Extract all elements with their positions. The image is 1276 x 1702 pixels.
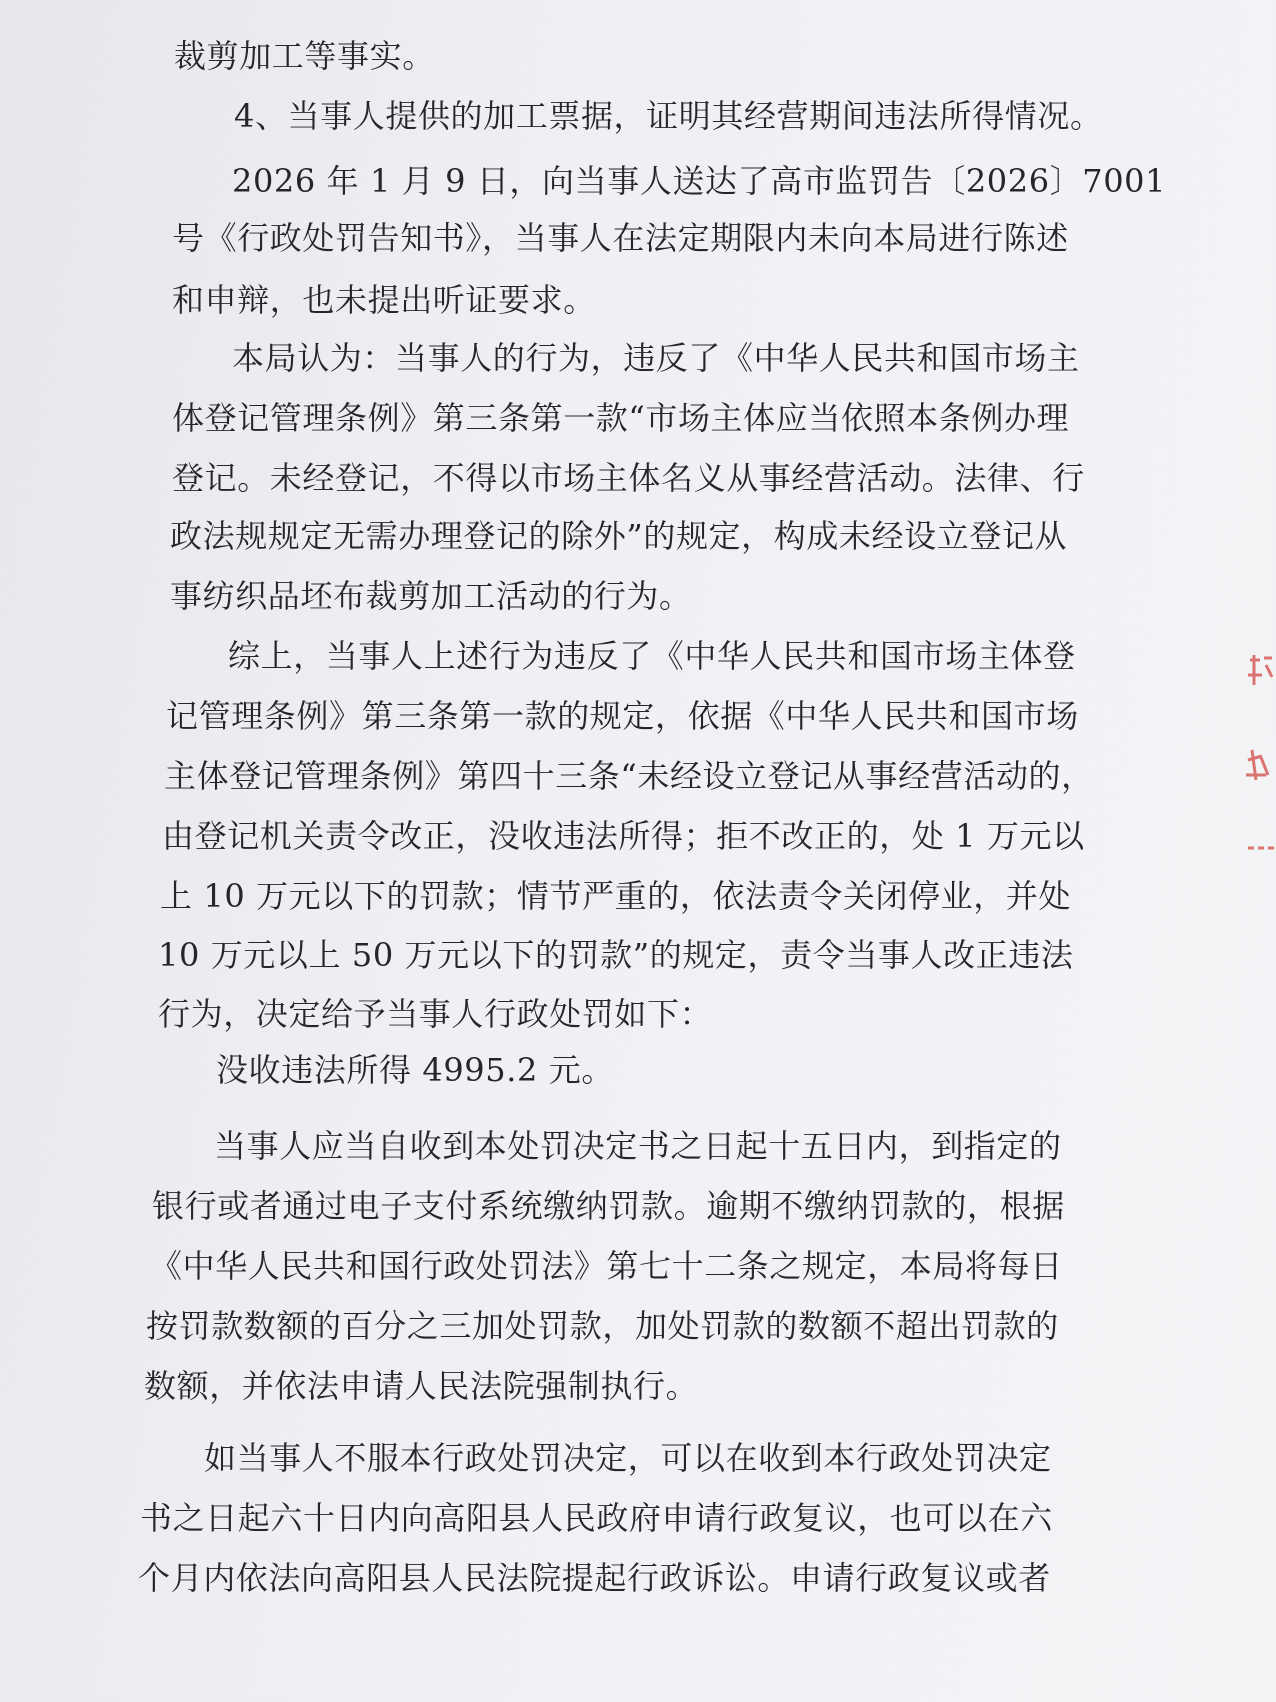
text-line: 当事人应当自收到本处罚决定书之日起十五日内，到指定的 [214, 1127, 1062, 1165]
text-line: 书之日起六十日内向高阳县人民政府申请行政复议，也可以在六 [140, 1499, 1053, 1537]
text-line: 记管理条例》第三条第一款的规定，依据《中华人民共和国市场 [166, 697, 1079, 735]
text-line: 政法规规定无需办理登记的除外”的规定，构成未经设立登记从 [170, 517, 1068, 555]
text-line: 个月内依法向高阳县人民法院提起行政诉讼。申请行政复议或者 [138, 1559, 1051, 1597]
text-line: 和申辩，也未提出听证要求。 [172, 281, 596, 319]
text-line: 10 万元以上 50 万元以下的罚款”的规定，责令当事人改正违法 [158, 936, 1074, 974]
text-line: 体登记管理条例》第三条第一款“市场主体应当依照本条例办理 [172, 399, 1070, 437]
text-line: 4、当事人提供的加工票据，证明其经营期间违法所得情况。 [234, 97, 1103, 135]
text-line: 按罚款数额的百分之三加处罚款，加处罚款的数额不超出罚款的 [146, 1307, 1059, 1345]
text-line: 由登记机关责令改正，没收违法所得；拒不改正的，处 1 万元以 [162, 817, 1085, 855]
text-line: 主体登记管理条例》第四十三条“未经设立登记从事经营活动的， [164, 757, 1094, 795]
text-line: 行为，决定给予当事人行政处罚如下： [158, 995, 713, 1033]
text-line: 如当事人不服本行政处罚决定，可以在收到本行政处罚决定 [204, 1439, 1052, 1477]
text-line: 事纺织品坯布裁剪加工活动的行为。 [170, 577, 692, 615]
text-line: 2026 年 1 月 9 日，向当事人送达了高市监罚告〔2026〕7001 [232, 162, 1167, 200]
text-line: 没收违法所得 4995.2 元。 [216, 1051, 614, 1089]
text-line: 号《行政处罚告知书》，当事人在法定期限内未向本局进行陈述 [172, 219, 1069, 257]
text-line: 上 10 万元以下的罚款；情节严重的，依法责令关闭停业，并处 [160, 877, 1072, 915]
official-seal-stamp [1236, 620, 1276, 920]
text-line: 登记。未经登记，不得以市场主体名义从事经营活动。法律、行 [172, 459, 1085, 497]
text-line: 裁剪加工等事实。 [174, 37, 435, 75]
text-line: 银行或者通过电子支付系统缴纳罚款。逾期不缴纳罚款的，根据 [152, 1187, 1065, 1225]
text-line: 《中华人民共和国行政处罚法》第七十二条之规定，本局将每日 [150, 1247, 1063, 1285]
text-line: 本局认为：当事人的行为，违反了《中华人民共和国市场主 [232, 339, 1080, 377]
text-line: 数额，并依法申请人民法院强制执行。 [144, 1367, 699, 1405]
text-line: 综上，当事人上述行为违反了《中华人民共和国市场主体登 [228, 637, 1076, 675]
